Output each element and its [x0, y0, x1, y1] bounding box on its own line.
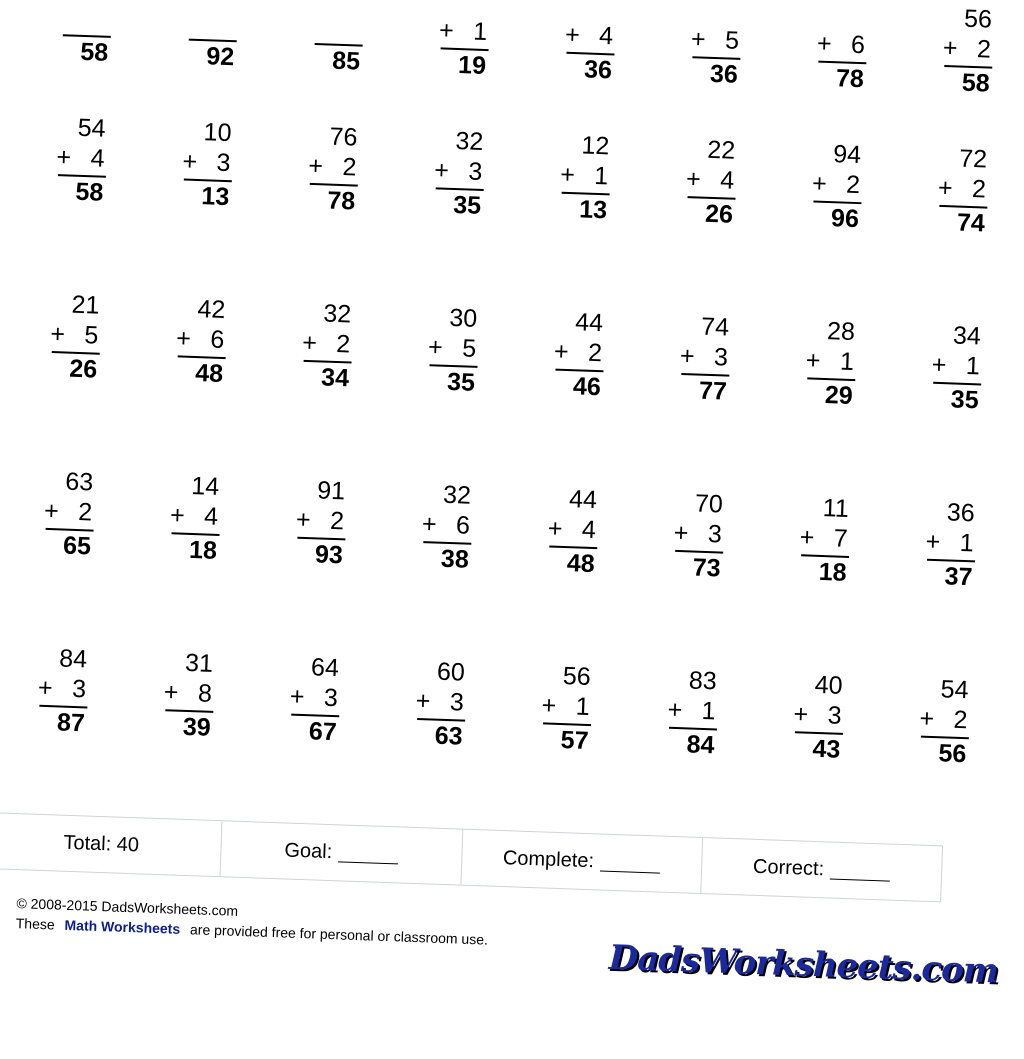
- second-addend-row: [46, 319, 99, 351]
- second-addend-row: [309, 11, 362, 43]
- answer[interactable]: 96: [830, 204, 860, 234]
- plus-sign: +: [685, 165, 702, 194]
- answer[interactable]: 37: [944, 562, 973, 592]
- second-addend: 2: [953, 705, 968, 735]
- first-addend: 11: [822, 494, 850, 523]
- problem-item: [164, 470, 227, 566]
- second-addend-row: [537, 690, 590, 722]
- second-addend-row: [556, 160, 609, 192]
- plus-sign: +: [559, 160, 576, 190]
- problem-item: [542, 483, 605, 579]
- problem-item: [685, 0, 748, 90]
- second-addend-row: [808, 168, 861, 200]
- second-addend-row: [812, 28, 865, 60]
- problem-item: [811, 0, 874, 94]
- answer[interactable]: 13: [200, 182, 230, 212]
- answer[interactable]: 78: [835, 64, 865, 94]
- first-addend: 54: [77, 113, 107, 143]
- problem-item: [920, 497, 983, 593]
- second-addend: 8: [197, 679, 213, 708]
- second-addend: 4: [598, 21, 614, 51]
- problem-item: [182, 0, 245, 72]
- correct-cell: [701, 838, 942, 901]
- first-addend: 91: [316, 476, 346, 506]
- plus-sign: +: [415, 686, 431, 716]
- plus-sign: +: [169, 501, 186, 530]
- answer[interactable]: 29: [824, 381, 854, 410]
- plus-sign: +: [679, 341, 696, 371]
- second-addend: 2: [976, 35, 992, 64]
- answer[interactable]: 39: [182, 712, 212, 742]
- first-addend: 21: [71, 290, 100, 320]
- copyright-line: © 2008-2015 DadsWorksheets.com: [16, 895, 239, 919]
- first-addend: 32: [322, 299, 352, 329]
- problem-item: [926, 320, 989, 416]
- answer[interactable]: 26: [68, 354, 98, 384]
- answer[interactable]: 26: [704, 199, 734, 229]
- first-addend: 76: [329, 122, 358, 152]
- problem-item: [662, 665, 725, 761]
- problem-item: [668, 488, 731, 584]
- plus-sign: +: [289, 682, 305, 712]
- second-addend-row: [561, 20, 614, 52]
- answer[interactable]: 35: [950, 385, 980, 415]
- answer[interactable]: 48: [194, 359, 224, 389]
- complete-label: Complete:: [502, 847, 595, 873]
- answer[interactable]: 74: [956, 208, 986, 238]
- plus-sign: +: [690, 25, 707, 54]
- second-addend-row: [52, 142, 105, 174]
- answer[interactable]: 63: [434, 721, 464, 751]
- second-addend: 4: [90, 144, 106, 173]
- first-addend: [814, 0, 867, 30]
- first-addend: 40: [814, 670, 844, 700]
- problem-item: [56, 0, 119, 68]
- answer[interactable]: 73: [692, 553, 722, 583]
- first-addend: [688, 0, 741, 26]
- answer[interactable]: 56: [937, 739, 967, 769]
- problem-item: [177, 116, 240, 212]
- problem-item: [536, 660, 599, 756]
- answer[interactable]: 57: [560, 726, 589, 755]
- first-addend: 84: [58, 644, 88, 674]
- problem-item: [559, 0, 622, 86]
- answer[interactable]: 13: [578, 195, 608, 225]
- plus-sign: +: [43, 496, 60, 526]
- problem-item: [914, 673, 977, 769]
- license-these: These: [15, 915, 55, 933]
- second-addend-row: [938, 33, 991, 65]
- second-addend: 3: [467, 157, 483, 186]
- problem-item: [158, 647, 221, 743]
- answer[interactable]: 19: [457, 51, 487, 80]
- second-addend-row: [933, 173, 986, 205]
- problem-item: [434, 0, 497, 81]
- first-addend: 22: [706, 135, 736, 165]
- second-addend: 3: [707, 520, 723, 549]
- first-addend: 64: [310, 653, 340, 683]
- plus-sign: +: [547, 514, 563, 543]
- problem-item: [51, 112, 114, 208]
- second-addend: 3: [449, 688, 465, 717]
- problem-item: [38, 466, 101, 562]
- second-addend-row: [304, 151, 357, 183]
- second-addend-row: [682, 164, 735, 196]
- problem-item: [284, 651, 347, 747]
- plus-sign: +: [918, 704, 935, 734]
- second-addend: 6: [850, 30, 866, 60]
- second-addend: 3: [323, 683, 339, 713]
- second-addend-row: [550, 336, 603, 368]
- goal-blank[interactable]: [338, 843, 399, 864]
- first-addend: 72: [958, 144, 988, 174]
- second-addend: 3: [827, 701, 843, 730]
- plus-sign: +: [163, 678, 180, 707]
- answer[interactable]: 35: [452, 190, 482, 220]
- problem-item: [548, 306, 611, 402]
- second-addend-row: [801, 345, 854, 377]
- plus-sign: +: [37, 673, 54, 703]
- goal-label: Goal:: [284, 839, 333, 864]
- answer[interactable]: 84: [686, 730, 715, 760]
- second-addend-row: [40, 496, 93, 528]
- first-addend: 32: [455, 126, 484, 156]
- answer[interactable]: 43: [812, 734, 841, 764]
- plus-sign: +: [937, 173, 954, 203]
- copyright-block: [15, 893, 489, 949]
- problem-item: [416, 479, 479, 575]
- plus-sign: +: [56, 143, 72, 172]
- plus-sign: +: [181, 147, 198, 176]
- answer[interactable]: 36: [709, 59, 739, 89]
- problem-item: [800, 315, 863, 411]
- second-addend-row: [789, 699, 842, 731]
- first-addend: 56: [562, 662, 592, 692]
- second-addend-row: [927, 350, 980, 382]
- second-addend: 1: [959, 528, 975, 558]
- answer[interactable]: 46: [572, 372, 602, 402]
- answer[interactable]: 67: [308, 717, 338, 747]
- answer[interactable]: 38: [440, 544, 470, 574]
- second-addend: 4: [719, 166, 735, 195]
- answer[interactable]: 93: [314, 540, 344, 570]
- problem-item: [429, 125, 492, 221]
- first-addend: 94: [832, 140, 862, 170]
- second-addend: 5: [724, 26, 740, 55]
- first-addend: 44: [574, 308, 604, 338]
- second-addend: 5: [461, 334, 477, 363]
- plus-sign: +: [49, 319, 66, 349]
- second-addend-row: [159, 677, 212, 709]
- second-addend: 1: [965, 351, 981, 381]
- problem-item: [806, 138, 869, 234]
- plus-sign: +: [175, 324, 192, 353]
- answer[interactable]: 77: [698, 376, 728, 406]
- plus-sign: +: [307, 151, 324, 181]
- second-addend: 1: [701, 696, 717, 726]
- plus-sign: +: [564, 20, 581, 50]
- second-addend: 7: [833, 524, 849, 553]
- plus-sign: +: [931, 350, 947, 380]
- total-label: Total: 40: [63, 831, 140, 857]
- answer[interactable]: 92: [205, 42, 235, 72]
- second-addend: 1: [575, 692, 591, 722]
- problem-item: [308, 0, 371, 77]
- second-addend: 4: [203, 502, 219, 531]
- plus-sign: +: [793, 700, 809, 729]
- first-addend: 63: [64, 467, 94, 497]
- first-addend: [562, 0, 615, 21]
- plus-sign: +: [799, 523, 815, 552]
- problem-item: [932, 143, 995, 239]
- problem-item: [410, 656, 473, 752]
- answer[interactable]: 36: [583, 55, 613, 85]
- second-addend: 2: [341, 153, 357, 182]
- problem-item: [674, 311, 737, 407]
- second-addend: 3: [713, 343, 729, 372]
- first-addend: 56: [963, 4, 993, 34]
- second-addend-row: [178, 146, 231, 178]
- first-addend: 34: [952, 321, 982, 351]
- second-addend-row: [915, 703, 968, 735]
- answer[interactable]: 48: [566, 549, 596, 579]
- second-addend-row: [411, 686, 464, 718]
- answer[interactable]: 58: [75, 177, 104, 207]
- second-addend: 5: [83, 321, 99, 350]
- second-addend-row: [292, 505, 345, 537]
- problem-item: [794, 492, 857, 588]
- second-addend-row: [669, 518, 722, 550]
- first-addend: 31: [184, 648, 214, 678]
- plus-sign: +: [816, 29, 833, 59]
- plus-sign: +: [421, 510, 438, 539]
- second-addend: 2: [971, 175, 987, 204]
- second-addend: 1: [593, 161, 609, 191]
- plus-sign: +: [811, 169, 828, 198]
- problem-item: [290, 475, 353, 571]
- answer[interactable]: 65: [62, 531, 92, 561]
- second-addend-row: [921, 527, 974, 559]
- plus-sign: +: [805, 346, 822, 375]
- first-addend: 83: [688, 666, 718, 696]
- second-addend-row: [430, 155, 483, 187]
- plus-sign: +: [553, 337, 570, 367]
- problem-item: [680, 134, 743, 230]
- plus-sign: +: [427, 333, 444, 362]
- second-addend-row: [57, 2, 110, 34]
- dadsworksheets-logo: DadsWorksheets.com: [608, 937, 999, 992]
- second-addend: 4: [581, 515, 597, 545]
- problem-item: [788, 669, 851, 765]
- second-addend: 2: [329, 506, 345, 536]
- second-addend-row: [172, 323, 225, 355]
- first-addend: 60: [436, 657, 466, 687]
- second-addend: 1: [472, 17, 488, 47]
- second-addend: 3: [71, 674, 87, 704]
- answer[interactable]: 58: [961, 68, 991, 98]
- second-addend: 6: [455, 511, 471, 540]
- second-addend-row: [183, 6, 236, 38]
- second-addend-row: [285, 681, 338, 713]
- plus-sign: +: [925, 527, 941, 557]
- first-addend: 10: [203, 118, 232, 148]
- correct-label: Correct:: [752, 855, 825, 881]
- problem-item: [45, 289, 108, 385]
- problem-item: [555, 130, 618, 226]
- answer[interactable]: 35: [446, 367, 476, 397]
- second-addend: 6: [209, 325, 225, 355]
- second-addend-row: [34, 673, 87, 705]
- total-cell: [0, 813, 223, 876]
- math-worksheets-link[interactable]: Math Worksheets: [64, 916, 181, 937]
- problem-item: [32, 643, 95, 739]
- second-addend-row: [675, 341, 728, 373]
- first-addend: 12: [580, 131, 610, 161]
- second-addend: 2: [335, 329, 351, 359]
- second-addend-row: [298, 328, 351, 360]
- plus-sign: +: [433, 156, 450, 185]
- first-addend: 32: [442, 480, 472, 510]
- license-rest: are provided free for personal or classroom use.: [189, 921, 489, 948]
- second-addend-row: [795, 522, 848, 554]
- problem-item: [422, 302, 485, 398]
- second-addend-row: [687, 24, 740, 56]
- second-addend-row: [424, 332, 477, 364]
- first-addend: 28: [826, 317, 856, 347]
- first-addend: 36: [946, 498, 976, 528]
- plus-sign: +: [541, 691, 557, 720]
- plus-sign: +: [301, 328, 318, 358]
- second-addend-row: [663, 695, 716, 727]
- plus-sign: +: [667, 695, 683, 725]
- first-addend: 70: [694, 489, 724, 519]
- first-addend: 44: [568, 485, 598, 515]
- first-addend: 74: [700, 312, 730, 342]
- answer[interactable]: 18: [818, 557, 848, 587]
- score-box: [0, 812, 943, 903]
- answer[interactable]: 34: [320, 363, 350, 393]
- first-addend: 54: [940, 675, 969, 705]
- correct-blank[interactable]: [830, 861, 891, 882]
- second-addend: 2: [77, 498, 93, 527]
- second-addend-row: [166, 500, 219, 532]
- second-addend: 3: [216, 148, 231, 178]
- plus-sign: +: [942, 33, 958, 63]
- problem-item: [171, 293, 234, 389]
- complete-cell: [461, 830, 703, 893]
- second-addend: 1: [839, 347, 855, 377]
- first-addend: 14: [190, 471, 220, 501]
- goal-cell: [221, 821, 463, 884]
- problem-item: [937, 3, 1000, 99]
- plus-sign: +: [295, 505, 312, 535]
- second-addend-row: [543, 513, 596, 545]
- second-addend: 2: [587, 338, 603, 368]
- answer[interactable]: 78: [326, 186, 356, 216]
- second-addend-row: [417, 509, 470, 541]
- first-addend: [436, 0, 489, 17]
- problem-item: [297, 298, 360, 394]
- answer[interactable]: 58: [79, 37, 109, 67]
- answer[interactable]: 87: [56, 708, 86, 738]
- answer[interactable]: 85: [331, 46, 361, 76]
- first-addend: 42: [197, 295, 226, 325]
- problem-item: [303, 121, 366, 217]
- complete-blank[interactable]: [600, 852, 661, 873]
- first-addend: 30: [448, 303, 478, 333]
- second-addend-row: [435, 15, 488, 47]
- plus-sign: +: [438, 16, 455, 45]
- answer[interactable]: 18: [188, 535, 218, 565]
- second-addend: 2: [845, 170, 861, 200]
- plus-sign: +: [673, 518, 689, 548]
